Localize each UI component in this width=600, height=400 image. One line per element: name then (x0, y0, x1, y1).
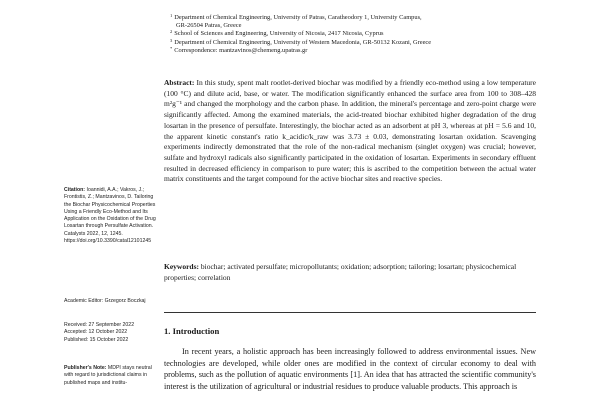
citation-text[interactable]: Ioannidi, A.A.; Vakros, J.; Frontistis, Z.; Mantzavinos, D. Tailoring the Biochar Physicochemical Properties Using a Friendly Eco-Method and Its Application on the Oxidation of the Drug Losartan through Persulfate Activation. Catalysts 2022, 12, 1245. https://doi.org/10.3390/catal12101245 (64, 187, 156, 245)
introduction-text: In recent years, a holistic approach has been increasingly followed to address environmental issues. New technologies are developed, while older ones are modified in the context of circular economy to deal with problems, such as the pollution of aquatic environments [1]. An idea that has attracted the scientific community's interest is the utilization of agricultural or industrial residues to produce valuable products. This approach is (164, 347, 536, 391)
received-date: Received: 27 September 2022 (64, 322, 135, 328)
section-title: 1. Introduction (164, 326, 220, 336)
publisher-note (64, 365, 158, 387)
keywords (164, 262, 536, 283)
abstract-text: In this study, spent malt rootlet-derived biochar was modified by a friendly eco-method using a low temperature (100 °C) and dilute acid, base, or water. The modification significantly enhanced the surface area from 100 to 308–428 m²g⁻¹ and changed the morphology and the carbon phase. In addition, the mineral's percentage and zero-point charge were significantly affected. Among the examined materials, the acid-treated biochar exhibited higher degradation of the drug losartan in the presence of persulfate. Interestingly, the biochar acted as an adsorbent at pH 3, whereas at pH = 5.6 and 10, the apparent kinetic constant's ratio k_acidic/k_raw was 3.73 ± 0.03, demonstrating losartan oxidation. Scavenging experiments indirectly demonstrated that the role of the non-radical mechanism (singlet oxygen) was crucial; however, sulfate and hydroxyl radicals also significantly participated in the oxidation of losartan. Experiments in secondary effluent resulted in decreased efficiency in comparison to pure water; this is ascribed to the competition between the actual water matrix constituents and the target compound for the active biochar sites and reactive species. (164, 78, 537, 184)
abstract-label: Abstract: (164, 78, 195, 87)
affiliation-1: $^1$ Department of Chemical Engineering, University of Patras, Caratheodory 1, University Campus, (170, 13, 422, 21)
dates (64, 322, 158, 344)
keywords-text: biochar; activated persulfate; micropollutants; oxidation; adsorption; tailoring; losartan; physicochemical properties; correlation (164, 262, 517, 282)
published-date: Published: 15 October 2022 (64, 336, 129, 343)
affiliation-2: $^2$ School of Sciences and Engineering, University of Nicosia, 2417 Nicosia, Cyprus (170, 29, 384, 38)
correspondence: * Correspondence: mantzavinos@chemeng.upatras.gr (170, 45, 308, 54)
accepted-date: Accepted: 12 October 2022 (64, 329, 128, 336)
keywords-label: Keywords: (164, 262, 199, 271)
keywords-divider (164, 312, 536, 313)
publisher-note-text: MDPI stays neutral with regard to jurisdictional claims in published maps and institu- (64, 365, 152, 386)
citation-block (64, 187, 158, 245)
academic-editor: Academic Editor: Grzegorz Boczkaj (64, 298, 146, 304)
abstract (164, 78, 536, 185)
affiliation-3: $^3$ Department of Chemical Engineering, University of Western Macedonia, GR-50132 Kozani, Greece (170, 37, 432, 46)
publisher-note-label: Publisher's Note: (64, 365, 107, 371)
citation-label: Citation: (64, 187, 86, 193)
affiliations (170, 14, 431, 55)
affiliation-1-cont: GR-26504 Patras, Greece (176, 22, 242, 30)
